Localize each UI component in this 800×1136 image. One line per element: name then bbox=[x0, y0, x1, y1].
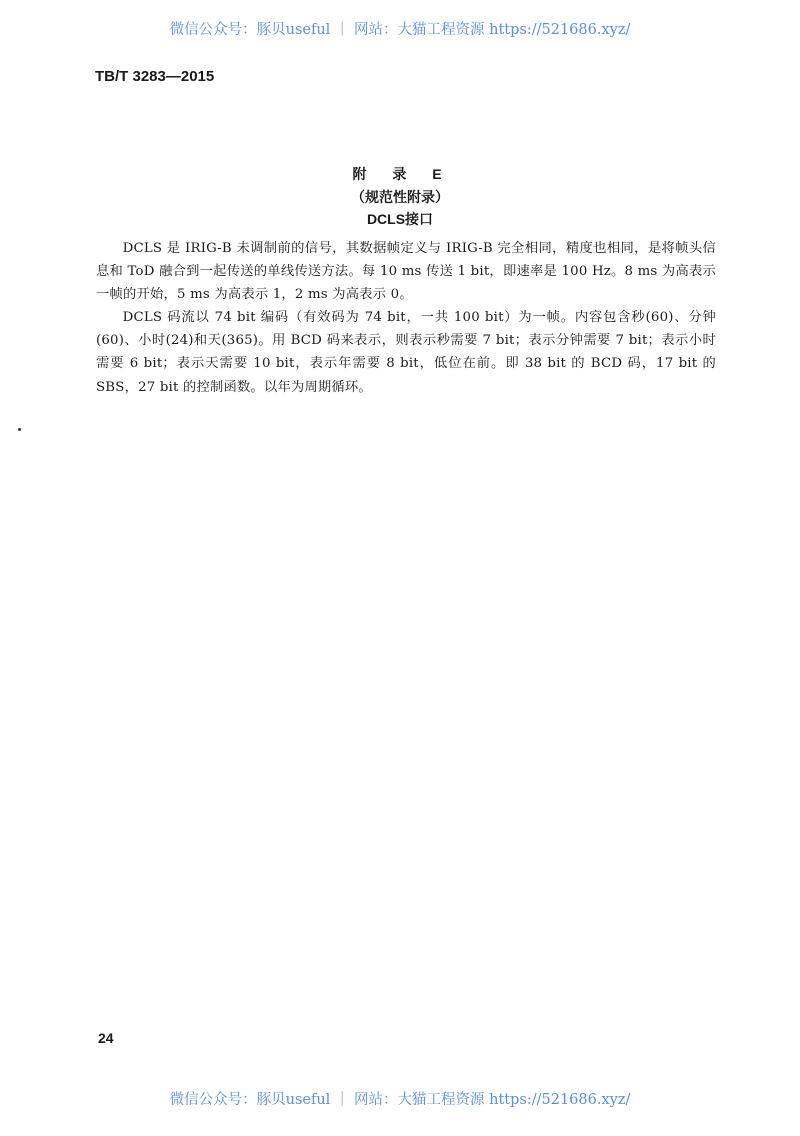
page-number: 24 bbox=[98, 1030, 114, 1046]
watermark-top: 微信公众号：豚贝useful ｜ 网站：大猫工程资源 https://521686.xyz/ bbox=[169, 22, 631, 38]
appendix-name: DCLS接口 bbox=[366, 211, 434, 227]
paragraph-1: DCLS 是 IRIG-B 未调制前的信号，其数据帧定义与 IRIG-B 完全相同，精度也相同，是将帧头信息和 ToD 融合到一起传送的单线传送方法。每 10 ms 传送 1 bit，即速率是 100 Hz。8 ms 为高表示一帧的开始，5 ms 为高表示 1，2 ms 为高表示 0。 bbox=[96, 241, 716, 303]
scan-speck bbox=[18, 428, 21, 431]
watermark-bottom: 微信公众号：豚贝useful ｜ 网站：大猫工程资源 https://521686.xyz/ bbox=[169, 1092, 631, 1108]
appendix-type: （规范性附录） bbox=[351, 189, 449, 205]
standard-code: TB/T 3283—2015 bbox=[95, 68, 215, 85]
paragraph-2: DCLS 码流以 74 bit 编码（有效码为 74 bit，一共 100 bit）为一帧。内容包含秒(60)、分钟(60)、小时(24)和天(365)。用 BCD 码来表示，则表示秒需要 7 bit；表示分钟需要 7 bit；表示小时需要 6 bit；表示天需要 10 bit，表示年需要 8 bit，低位在前。即 38 bit 的 BCD 码，17 bit 的 SBS，27 bit 的控制函数。以年为周期循环。 bbox=[96, 310, 716, 395]
appendix-title: 附 录 E bbox=[352, 166, 448, 182]
